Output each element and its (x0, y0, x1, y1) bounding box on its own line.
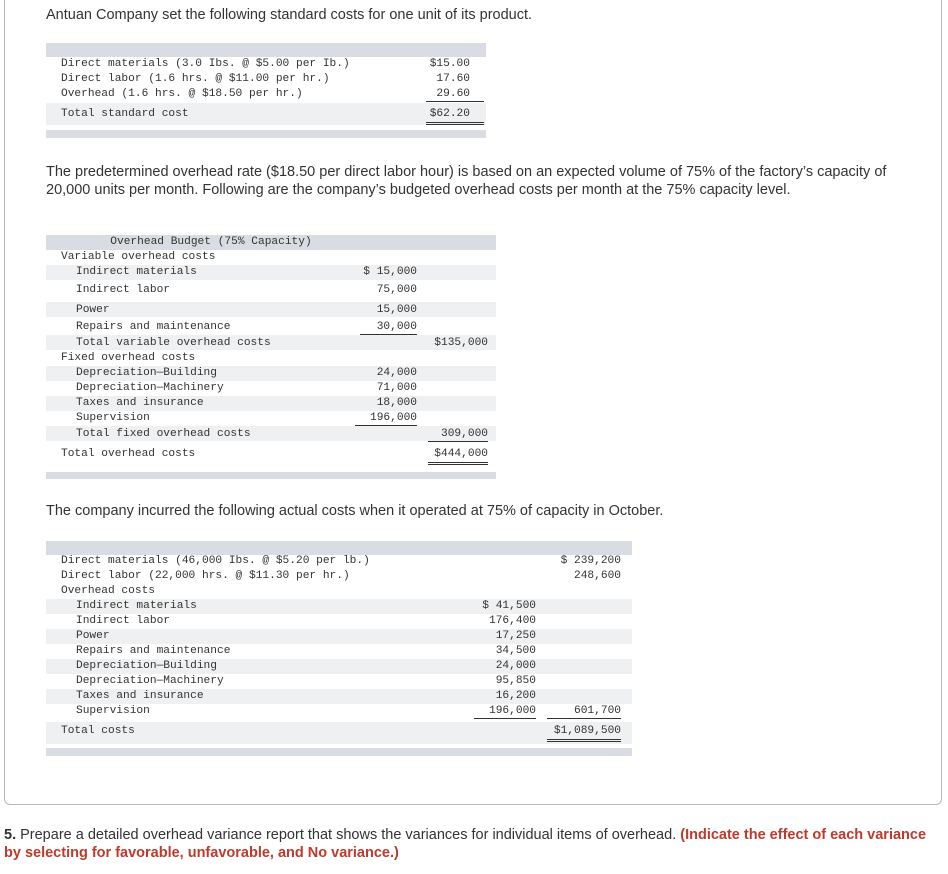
budget-row-label: Taxes and insurance (76, 397, 204, 409)
std-total-amount: $62.20 (426, 107, 484, 125)
actual-dl-amount: 248,600 (574, 570, 621, 582)
actual-dl-label: Direct labor (22,000 hrs. @ $11.30 per hr.) (61, 570, 350, 582)
actual-oh-amount: 24,000 (495, 660, 536, 672)
actual-overhead-total: 601,700 (547, 704, 621, 719)
actual-text: The company incurred the following actual costs when it operated at 75% of capacity in October. (46, 503, 664, 519)
budget-row-label: Repairs and maintenance (76, 321, 231, 333)
std-total-label: Total standard cost (61, 108, 189, 120)
actual-oh-amount: 196,000 (474, 704, 536, 719)
budget-row-label: Depreciation—Machinery (76, 382, 224, 394)
actual-oh-amount: 17,250 (495, 630, 536, 642)
question-body: Prepare a detailed overhead variance report that shows the variances for individual items of overhead. (16, 827, 681, 843)
budget-row-amount: 24,000 (376, 367, 417, 379)
total-fixed-amount: 309,000 (428, 427, 488, 442)
actual-oh-amount: 176,400 (489, 615, 536, 627)
budget-row-label: Power (76, 304, 110, 316)
budget-row-amount: 75,000 (376, 284, 417, 296)
total-variable-amount: $135,000 (434, 337, 488, 349)
std-row-label: Direct materials (3.0 Ibs. @ $5.00 per Ib.) (61, 58, 350, 70)
question-number: 5. (4, 827, 17, 843)
actual-oh-label: Power (76, 630, 110, 642)
actual-oh-label: Indirect materials (76, 600, 197, 612)
budget-row-amount: 30,000 (360, 320, 417, 335)
total-variable-label: Total variable overhead costs (76, 337, 271, 349)
actual-oh-label: Taxes and insurance (76, 690, 204, 702)
budget-title: Overhead Budget (75% Capacity) (110, 236, 312, 248)
std-row-label: Overhead (1.6 hrs. @ $18.50 per hr.) (61, 88, 303, 100)
budget-row-amount: 15,000 (376, 304, 417, 316)
fixed-heading: Fixed overhead costs (61, 352, 196, 364)
actual-dm-label: Direct materials (46,000 Ibs. @ $5.20 per lb.) (61, 555, 370, 567)
total-overhead-amount: $444,000 (428, 447, 488, 465)
actual-dm-amount: $ 239,200 (560, 555, 621, 567)
budget-row-label: Depreciation—Building (76, 367, 217, 379)
budget-row-amount: $ 15,000 (363, 266, 417, 278)
question-text (4, 826, 942, 862)
total-fixed-label: Total fixed overhead costs (76, 428, 251, 440)
budget-row-amount: 18,000 (376, 397, 417, 409)
budget-row-amount: 196,000 (355, 411, 417, 426)
intro-text: Antuan Company set the following standard costs for one unit of its product. (46, 7, 533, 23)
actual-oh-label: Depreciation—Machinery (76, 675, 224, 687)
actual-oh-amount: 16,200 (495, 690, 536, 702)
rate-text: The predetermined overhead rate ($18.50 per direct labor hour) is based on an expected volume of 75% of the factory’s capacity of 20,000 units per month. Following are the company’s budgeted overhead costs per month at the 75% capacity level. (46, 164, 887, 198)
actual-oh-amount: $ 41,500 (482, 600, 536, 612)
actual-oh-amount: 95,850 (495, 675, 536, 687)
budget-row-amount: 71,000 (376, 382, 417, 394)
actual-oh-label: Depreciation—Building (76, 660, 217, 672)
actual-total-amount: $1,089,500 (547, 724, 621, 742)
actual-oh-amount: 34,500 (495, 645, 536, 657)
budget-row-label: Indirect materials (76, 266, 197, 278)
std-row-amount: $15.00 (429, 58, 470, 70)
total-overhead-label: Total overhead costs (61, 448, 196, 460)
actual-oh-label: Repairs and maintenance (76, 645, 231, 657)
overhead-heading: Overhead costs (61, 585, 155, 597)
budget-row-label: Indirect labor (76, 284, 170, 296)
std-row-label: Direct labor (1.6 hrs. @ $11.00 per hr.) (61, 73, 330, 85)
budget-row-label: Supervision (76, 412, 150, 424)
std-row-amount: 29.60 (426, 87, 484, 102)
actual-oh-label: Indirect labor (76, 615, 170, 627)
actual-oh-label: Supervision (76, 705, 150, 717)
question-instruction: (Indicate the effect of each variance by selecting for favorable, unfavorable, and No variance.) (4, 827, 927, 861)
actual-total-label: Total costs (61, 725, 135, 737)
variable-heading: Variable overhead costs (61, 251, 216, 263)
std-row-amount: 17.60 (436, 73, 470, 85)
